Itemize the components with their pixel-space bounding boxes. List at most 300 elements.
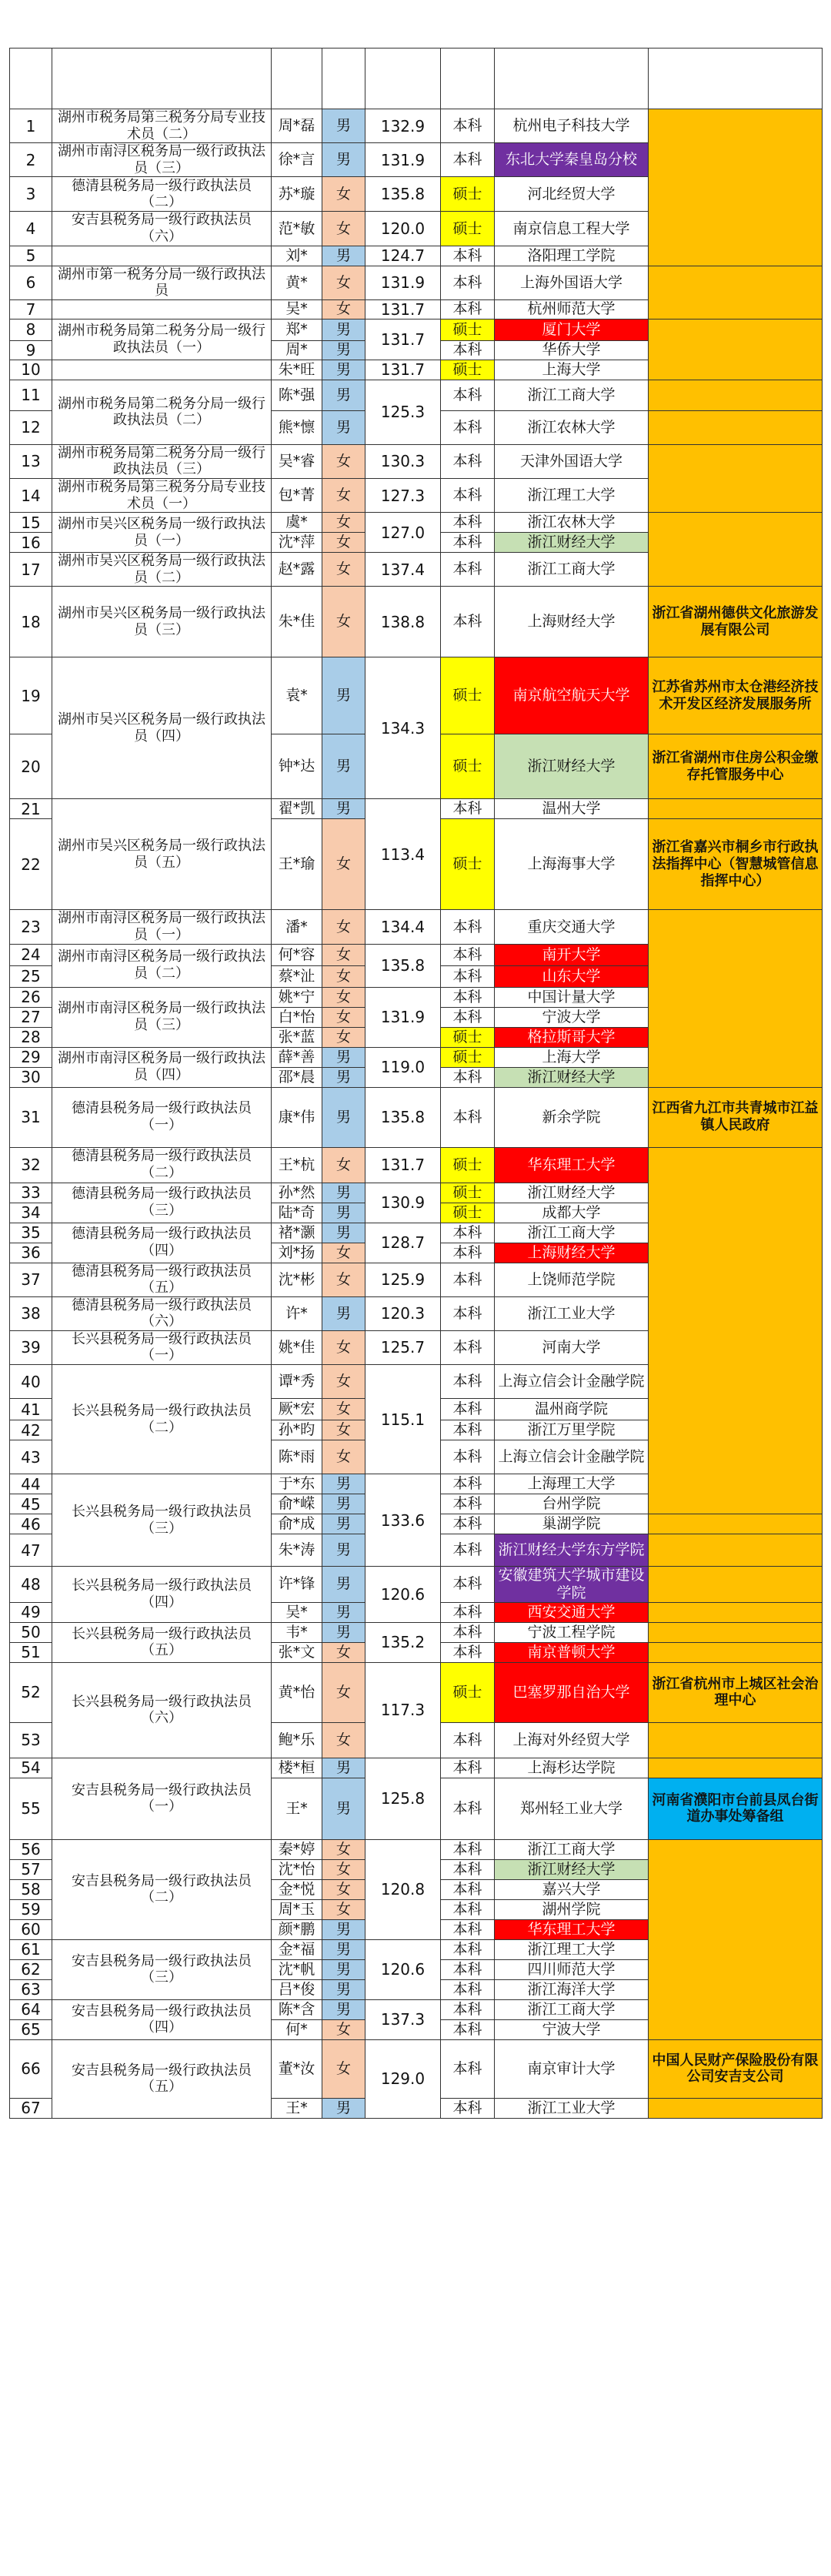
education-cell: 硕士 [441, 1047, 495, 1067]
school-cell: 嘉兴大学 [495, 1879, 649, 1899]
work-unit-cell [649, 2098, 823, 2118]
name-cell: 袁* [272, 657, 322, 734]
name-cell: 吴* [272, 1602, 322, 1622]
position-cell: 湖州市南浔区税务局一级行政执法员（三） [52, 987, 272, 1047]
score-cell: 129.0 [365, 2039, 441, 2118]
row-number: 6 [10, 266, 52, 299]
school-cell: 浙江农林大学 [495, 513, 649, 533]
school-cell: 西安交通大学 [495, 1602, 649, 1622]
school-cell: 新余学院 [495, 1087, 649, 1147]
gender-cell: 男 [322, 1087, 365, 1147]
row-number: 20 [10, 734, 52, 799]
score-cell: 115.1 [365, 1365, 441, 1474]
table-row [10, 2039, 823, 2098]
work-unit-cell: 江苏省苏州市太仓港经济技术开发区经济发展服务所 [649, 657, 823, 734]
school-cell: 浙江财经大学 [495, 1067, 649, 1087]
gender-cell: 男 [322, 1939, 365, 1959]
row-number: 65 [10, 2019, 52, 2039]
name-cell: 周* [272, 340, 322, 360]
gender-cell: 女 [322, 987, 365, 1007]
education-cell: 本科 [441, 444, 495, 478]
school-cell: 南京普顿大学 [495, 1642, 649, 1662]
position-cell: 湖州市吴兴区税务局一级行政执法员（一） [52, 513, 272, 553]
education-cell: 本科 [441, 410, 495, 444]
school-cell: 杭州电子科技大学 [495, 109, 649, 143]
school-cell: 四川师范大学 [495, 1959, 649, 1979]
position-cell: 德清县税务局一级行政执法员（二） [52, 177, 272, 212]
row-number: 45 [10, 1494, 52, 1514]
work-unit-cell: 中国人民财产保险股份有限公司安吉支公司 [649, 2039, 823, 2098]
position-cell: 长兴县税务局一级行政执法员（六） [52, 1662, 272, 1758]
name-cell: 韦* [272, 1622, 322, 1642]
header-unit [649, 49, 823, 109]
gender-cell: 女 [322, 819, 365, 910]
position-cell: 德清县税务局一级行政执法员（一） [52, 1087, 272, 1147]
row-number: 66 [10, 2039, 52, 2098]
name-cell: 钟*达 [272, 734, 322, 799]
school-cell: 成都大学 [495, 1203, 649, 1223]
table-row [10, 513, 823, 533]
table-row [10, 1839, 823, 1859]
school-cell: 温州商学院 [495, 1399, 649, 1420]
position-cell: 安吉县税务局一级行政执法员（二） [52, 1839, 272, 1939]
gender-cell: 男 [322, 319, 365, 340]
name-cell: 白*怡 [272, 1007, 322, 1027]
row-number: 27 [10, 1007, 52, 1027]
row-number: 44 [10, 1474, 52, 1494]
position-cell: 德清县税务局一级行政执法员（四） [52, 1223, 272, 1263]
row-number: 32 [10, 1147, 52, 1183]
education-cell: 本科 [441, 1243, 495, 1263]
school-cell: 浙江财经大学 [495, 1183, 649, 1203]
table-row [10, 910, 823, 944]
school-cell: 华东理工大学 [495, 1919, 649, 1939]
page-title [0, 0, 831, 48]
row-number: 1 [10, 109, 52, 143]
roster-table [9, 48, 823, 2119]
education-cell: 本科 [441, 1494, 495, 1514]
position-cell: 安吉县税务局一级行政执法员（三） [52, 1939, 272, 1999]
education-cell: 硕士 [441, 1662, 495, 1722]
school-cell: 浙江工业大学 [495, 1296, 649, 1330]
education-cell: 本科 [441, 587, 495, 657]
education-cell: 本科 [441, 1440, 495, 1474]
table-row [10, 1662, 823, 1722]
school-cell: 宁波工程学院 [495, 1622, 649, 1642]
position-cell: 长兴县税务局一级行政执法员（二） [52, 1365, 272, 1474]
gender-cell: 男 [322, 1979, 365, 1999]
row-number: 60 [10, 1919, 52, 1939]
education-cell: 本科 [441, 1919, 495, 1939]
gender-cell: 女 [322, 1420, 365, 1440]
education-cell: 本科 [441, 965, 495, 987]
row-number: 34 [10, 1203, 52, 1223]
school-cell: 山东大学 [495, 965, 649, 987]
name-cell: 虞* [272, 513, 322, 533]
education-cell: 本科 [441, 1067, 495, 1087]
education-cell: 本科 [441, 1778, 495, 1839]
name-cell: 康*伟 [272, 1087, 322, 1147]
name-cell: 颜*鹏 [272, 1919, 322, 1939]
gender-cell: 女 [322, 1330, 365, 1364]
education-cell: 本科 [441, 1420, 495, 1440]
gender-cell: 男 [322, 410, 365, 444]
education-cell: 本科 [441, 1999, 495, 2019]
school-cell: 上海大学 [495, 360, 649, 380]
score-cell: 134.4 [365, 910, 441, 944]
school-cell: 上海对外经贸大学 [495, 1722, 649, 1758]
score-cell: 132.9 [365, 109, 441, 143]
gender-cell: 女 [322, 1899, 365, 1919]
name-cell: 许* [272, 1296, 322, 1330]
work-unit-cell [649, 1758, 823, 1778]
education-cell: 本科 [441, 1602, 495, 1622]
name-cell: 朱*佳 [272, 587, 322, 657]
gender-cell: 女 [322, 1642, 365, 1662]
education-cell: 本科 [441, 987, 495, 1007]
gender-cell: 女 [322, 212, 365, 246]
education-cell: 本科 [441, 1899, 495, 1919]
school-cell: 浙江工业大学 [495, 2098, 649, 2118]
work-unit-cell: 江西省九江市共青城市江益镇人民政府 [649, 1087, 823, 1147]
gender-cell: 男 [322, 1959, 365, 1979]
score-cell: 131.9 [365, 266, 441, 299]
gender-cell: 女 [322, 1365, 365, 1399]
row-number: 61 [10, 1939, 52, 1959]
score-cell: 120.6 [365, 1939, 441, 1999]
education-cell: 本科 [441, 143, 495, 177]
school-cell: 上饶师范学院 [495, 1263, 649, 1296]
header-score [365, 49, 441, 109]
table-row [10, 1087, 823, 1147]
education-cell: 本科 [441, 246, 495, 266]
education-cell: 本科 [441, 266, 495, 299]
row-number: 25 [10, 965, 52, 987]
header-gender [322, 49, 365, 109]
work-unit-cell [649, 109, 823, 266]
position-cell [52, 360, 272, 380]
score-cell: 133.6 [365, 1474, 441, 1567]
row-number: 50 [10, 1622, 52, 1642]
name-cell: 陆*奇 [272, 1203, 322, 1223]
score-cell: 135.8 [365, 944, 441, 987]
school-cell: 温州大学 [495, 799, 649, 819]
school-cell: 格拉斯哥大学 [495, 1027, 649, 1047]
gender-cell: 男 [322, 1534, 365, 1567]
name-cell: 秦*婷 [272, 1839, 322, 1859]
name-cell: 何* [272, 2019, 322, 2039]
position-cell: 德清县税务局一级行政执法员（五） [52, 1263, 272, 1296]
school-cell: 上海杉达学院 [495, 1758, 649, 1778]
position-cell: 湖州市税务局第二税务分局一级行政执法员（一） [52, 319, 272, 360]
education-cell: 硕士 [441, 360, 495, 380]
school-cell: 杭州师范大学 [495, 299, 649, 319]
gender-cell: 男 [322, 1622, 365, 1642]
name-cell: 姚*宁 [272, 987, 322, 1007]
gender-cell: 男 [322, 1999, 365, 2019]
education-cell: 本科 [441, 1839, 495, 1859]
position-cell: 湖州市吴兴区税务局一级行政执法员（五） [52, 799, 272, 910]
row-number: 22 [10, 819, 52, 910]
education-cell: 硕士 [441, 734, 495, 799]
name-cell: 厥*宏 [272, 1399, 322, 1420]
work-unit-cell [649, 513, 823, 587]
score-cell: 135.8 [365, 1087, 441, 1147]
row-number: 9 [10, 340, 52, 360]
name-cell: 王*瑜 [272, 819, 322, 910]
school-cell: 南京信息工程大学 [495, 212, 649, 246]
school-cell: 浙江工商大学 [495, 553, 649, 587]
row-number: 38 [10, 1296, 52, 1330]
education-cell: 本科 [441, 1330, 495, 1364]
name-cell: 潘* [272, 910, 322, 944]
education-cell: 本科 [441, 1399, 495, 1420]
name-cell: 许*锋 [272, 1567, 322, 1603]
gender-cell: 男 [322, 1778, 365, 1839]
position-cell: 湖州市南浔区税务局一级行政执法员（四） [52, 1047, 272, 1087]
school-cell: 中国计量大学 [495, 987, 649, 1007]
position-cell: 安吉县税务局一级行政执法员（四） [52, 1999, 272, 2039]
position-cell: 德清县税务局一级行政执法员（二） [52, 1147, 272, 1183]
school-cell: 华东理工大学 [495, 1147, 649, 1183]
education-cell: 本科 [441, 1223, 495, 1243]
score-cell: 117.3 [365, 1662, 441, 1758]
score-cell: 124.7 [365, 246, 441, 266]
position-cell: 湖州市吴兴区税务局一级行政执法员（四） [52, 657, 272, 799]
school-cell: 浙江理工大学 [495, 1939, 649, 1959]
gender-cell: 男 [322, 657, 365, 734]
school-cell: 华侨大学 [495, 340, 649, 360]
education-cell: 本科 [441, 1263, 495, 1296]
position-cell: 安吉县税务局一级行政执法员（六） [52, 212, 272, 246]
gender-cell: 男 [322, 1494, 365, 1514]
education-cell: 本科 [441, 1959, 495, 1979]
gender-cell: 男 [322, 1067, 365, 1087]
education-cell: 本科 [441, 1365, 495, 1399]
gender-cell: 男 [322, 734, 365, 799]
education-cell: 本科 [441, 1567, 495, 1603]
work-unit-cell [649, 380, 823, 410]
position-cell: 长兴县税务局一级行政执法员（一） [52, 1330, 272, 1364]
school-cell: 宁波大学 [495, 1007, 649, 1027]
school-cell: 南京航空航天大学 [495, 657, 649, 734]
row-number: 14 [10, 478, 52, 512]
score-cell: 135.8 [365, 177, 441, 212]
education-cell: 本科 [441, 2098, 495, 2118]
score-cell: 135.2 [365, 1622, 441, 1662]
name-cell: 苏*璇 [272, 177, 322, 212]
name-cell: 沈*帆 [272, 1959, 322, 1979]
education-cell: 本科 [441, 1642, 495, 1662]
position-cell [52, 299, 272, 319]
name-cell: 沈*怡 [272, 1859, 322, 1879]
name-cell: 黄*怡 [272, 1662, 322, 1722]
education-cell: 本科 [441, 1534, 495, 1567]
gender-cell: 男 [322, 799, 365, 819]
row-number: 52 [10, 1662, 52, 1722]
name-cell: 孙*然 [272, 1183, 322, 1203]
score-cell: 120.6 [365, 1567, 441, 1623]
score-cell: 113.4 [365, 799, 441, 910]
education-cell: 本科 [441, 1514, 495, 1534]
row-number: 13 [10, 444, 52, 478]
school-cell: 宁波大学 [495, 2019, 649, 2039]
work-unit-cell [649, 1147, 823, 1514]
school-cell: 浙江财经大学 [495, 1859, 649, 1879]
school-cell: 上海立信会计金融学院 [495, 1365, 649, 1399]
name-cell: 王*杭 [272, 1147, 322, 1183]
name-cell: 徐*言 [272, 143, 322, 177]
school-cell: 浙江财经大学东方学院 [495, 1534, 649, 1567]
gender-cell: 男 [322, 2098, 365, 2118]
school-cell: 上海海事大学 [495, 819, 649, 910]
education-cell: 硕士 [441, 1027, 495, 1047]
work-unit-cell: 浙江省杭州市上城区社会治理中心 [649, 1662, 823, 1722]
education-cell: 本科 [441, 109, 495, 143]
score-cell: 134.3 [365, 657, 441, 799]
roster-body [10, 109, 823, 2119]
row-number: 16 [10, 533, 52, 553]
score-cell: 120.8 [365, 1839, 441, 1939]
school-cell: 浙江海洋大学 [495, 1979, 649, 1999]
row-number: 21 [10, 799, 52, 819]
name-cell: 包*菁 [272, 478, 322, 512]
row-number: 48 [10, 1567, 52, 1603]
work-unit-cell [649, 410, 823, 444]
education-cell: 本科 [441, 1758, 495, 1778]
score-cell: 125.3 [365, 380, 441, 444]
row-number: 39 [10, 1330, 52, 1364]
position-cell: 安吉县税务局一级行政执法员（一） [52, 1758, 272, 1839]
school-cell: 南开大学 [495, 944, 649, 965]
row-number: 43 [10, 1440, 52, 1474]
score-cell: 125.7 [365, 1330, 441, 1364]
row-number: 11 [10, 380, 52, 410]
name-cell: 姚*佳 [272, 1330, 322, 1364]
school-cell: 上海财经大学 [495, 587, 649, 657]
work-unit-cell: 浙江省嘉兴市桐乡市行政执法指挥中心（智慧城管信息指挥中心） [649, 819, 823, 910]
gender-cell: 女 [322, 478, 365, 512]
name-cell: 周*磊 [272, 109, 322, 143]
name-cell: 吴*睿 [272, 444, 322, 478]
work-unit-cell [649, 319, 823, 380]
row-number: 59 [10, 1899, 52, 1919]
gender-cell: 女 [322, 1839, 365, 1859]
education-cell: 硕士 [441, 212, 495, 246]
name-cell: 于*东 [272, 1474, 322, 1494]
gender-cell: 女 [322, 2019, 365, 2039]
school-cell: 上海财经大学 [495, 1243, 649, 1263]
gender-cell: 女 [322, 177, 365, 212]
name-cell: 董*汝 [272, 2039, 322, 2098]
position-cell: 湖州市吴兴区税务局一级行政执法员（三） [52, 587, 272, 657]
education-cell: 硕士 [441, 319, 495, 340]
name-cell: 沈*彬 [272, 1263, 322, 1296]
work-unit-cell [649, 1534, 823, 1567]
score-cell: 131.9 [365, 987, 441, 1047]
row-number: 53 [10, 1722, 52, 1758]
gender-cell: 女 [322, 1027, 365, 1047]
gender-cell: 女 [322, 2039, 365, 2098]
position-cell: 安吉县税务局一级行政执法员（五） [52, 2039, 272, 2118]
school-cell: 浙江万里学院 [495, 1420, 649, 1440]
row-number: 51 [10, 1642, 52, 1662]
education-cell: 本科 [441, 478, 495, 512]
table-row [10, 444, 823, 478]
education-cell: 硕士 [441, 1147, 495, 1183]
header-position [52, 49, 272, 109]
gender-cell: 女 [322, 965, 365, 987]
gender-cell: 女 [322, 1243, 365, 1263]
education-cell: 本科 [441, 1879, 495, 1899]
education-cell: 硕士 [441, 1203, 495, 1223]
name-cell: 鲍*乐 [272, 1722, 322, 1758]
position-cell: 湖州市南浔区税务局一级行政执法员（二） [52, 944, 272, 987]
name-cell: 孙*昀 [272, 1420, 322, 1440]
score-cell: 120.3 [365, 1296, 441, 1330]
gender-cell: 男 [322, 1567, 365, 1603]
education-cell: 本科 [441, 1087, 495, 1147]
school-cell: 上海立信会计金融学院 [495, 1440, 649, 1474]
position-cell: 长兴县税务局一级行政执法员（五） [52, 1622, 272, 1662]
score-cell: 138.8 [365, 587, 441, 657]
school-cell: 浙江工商大学 [495, 1223, 649, 1243]
position-cell [52, 246, 272, 266]
score-cell: 131.7 [365, 360, 441, 380]
gender-cell: 女 [322, 266, 365, 299]
work-unit-cell [649, 1602, 823, 1622]
row-number: 5 [10, 246, 52, 266]
score-cell: 131.7 [365, 1147, 441, 1183]
row-number: 54 [10, 1758, 52, 1778]
position-cell: 德清县税务局一级行政执法员（六） [52, 1296, 272, 1330]
education-cell: 硕士 [441, 1183, 495, 1203]
score-cell: 137.4 [365, 553, 441, 587]
name-cell: 谭*秀 [272, 1365, 322, 1399]
row-number: 23 [10, 910, 52, 944]
position-cell: 湖州市第一税务分局一级行政执法员 [52, 266, 272, 299]
education-cell: 本科 [441, 1979, 495, 1999]
name-cell: 范*敏 [272, 212, 322, 246]
work-unit-cell [649, 1514, 823, 1534]
score-cell: 127.3 [365, 478, 441, 512]
table-row [10, 1622, 823, 1642]
gender-cell: 男 [322, 1296, 365, 1330]
work-unit-cell [649, 1567, 823, 1603]
name-cell: 张*蓝 [272, 1027, 322, 1047]
name-cell: 何*容 [272, 944, 322, 965]
name-cell: 俞*嵘 [272, 1494, 322, 1514]
gender-cell: 男 [322, 143, 365, 177]
header-school [495, 49, 649, 109]
school-cell: 上海外国语大学 [495, 266, 649, 299]
education-cell: 本科 [441, 1939, 495, 1959]
table-row [10, 1758, 823, 1778]
score-cell: 130.3 [365, 444, 441, 478]
gender-cell: 女 [322, 299, 365, 319]
position-cell: 湖州市税务局第二税务分局一级行政执法员（二） [52, 380, 272, 444]
gender-cell: 女 [322, 1007, 365, 1027]
school-cell: 巢湖学院 [495, 1514, 649, 1534]
gender-cell: 女 [322, 1722, 365, 1758]
gender-cell: 女 [322, 513, 365, 533]
name-cell: 吴* [272, 299, 322, 319]
name-cell: 刘* [272, 246, 322, 266]
education-cell: 本科 [441, 944, 495, 965]
education-cell: 本科 [441, 1296, 495, 1330]
school-cell: 浙江财经大学 [495, 533, 649, 553]
name-cell: 黄* [272, 266, 322, 299]
